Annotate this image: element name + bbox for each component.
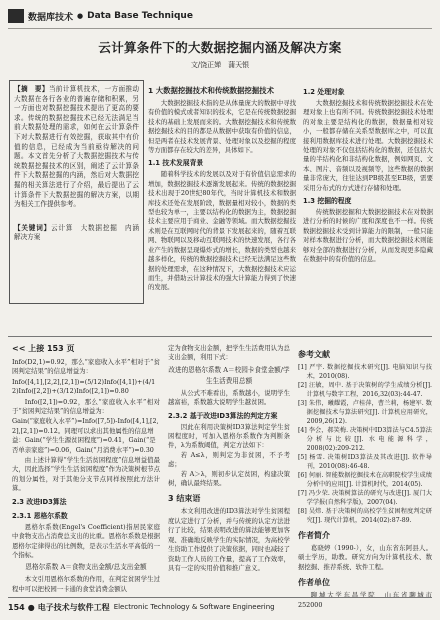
subsection-heading: 1.3 挖掘的程度 (303, 197, 352, 206)
paragraph: 由上述计算得“学生生活贫困程度”信息增益值最大，因此选择“学生生活贫困程度”作为决策树根节点的划分属性，对于其他分支节点同样按照此方法计算。 (12, 456, 160, 493)
paragraph: 本文引用恩格尔系数的作用，在判定贫困学生过程中可以把校园一卡通的食堂消费金额认 (12, 575, 160, 593)
reference-item: [6] 何丽. 智能数据挖掘技术在高职院校学生成绩分析中的应用[J]. 计算机时代，2014(05). (298, 472, 432, 488)
header-rule (8, 28, 432, 29)
paragraph: 大数据挖掘技术指的是从体量庞大的数据中寻找有价值的模式或者知识的技术，它是在传统数据挖掘技术的基础上发展而来的。大数据挖掘技术和传统数据挖掘技术的目的都是从数据中获取有价值的信息，但是两者在技术发展背景、处理对象以及挖掘的程度等方面都存在较大的差异，具体如下。 (148, 99, 296, 155)
bullet-icon: ● (77, 12, 84, 20)
abstract (14, 85, 139, 210)
running-header (8, 8, 193, 24)
keywords-text: 云计算 大数据挖掘 内涵 解决方案 (14, 223, 146, 242)
paragraph: 因此在利用决策树ID3算法判定学生贫困程度时，可加入恩格尔系数作为判断条件，λ为系数阈值，判定方法如下： (168, 422, 290, 450)
continued-marker: << 上接 153 页 (12, 344, 75, 353)
journal-name-english: Electronic Technology & Software Engineering (113, 603, 275, 611)
section-name-english: Data Base Technique (87, 11, 193, 21)
abstract-label: 【摘 要】 (14, 85, 49, 93)
paragraph: 从公式不难看出，系数越小，说明学生越富裕，系数越大说明学生越贫困。 (168, 388, 290, 407)
paragraph: 若 A≤λ，则判定为非贫困，不予考虑； (168, 450, 290, 469)
paragraph: 若 A＞λ，则初步认定贫困，构建决策树，确认最终结果。 (168, 469, 290, 488)
subsection-heading: 2.3.2 基于改进ID3算法的判定方案 (168, 411, 278, 420)
references-heading: 参考文献 (298, 350, 330, 359)
subsection-heading: 1.1 技术发展背景 (148, 159, 204, 168)
formula: 改进的恩格尔系数 A＝校园卡食堂金额/学生生活费用总额 (168, 365, 290, 385)
article-title: 云计算条件下的大数据挖掘内涵及解决方案 (98, 40, 342, 55)
author-unit-heading: 作者单位 (298, 578, 330, 588)
paragraph: Info(D2,1)=0.92，那么“家庭收入水平”相对于“贫困判定结果”的信息增益为： (12, 358, 160, 376)
section-name: 数据库技术 (28, 12, 74, 23)
paragraph: Info([2,1])=0.92，那么“家庭收入水平”相对于“贫困判定结果”的信息增益为： (12, 397, 160, 416)
journal-name: 电子技术与软件工程 (37, 602, 110, 612)
author-bio-heading: 作者简介 (298, 531, 330, 540)
byline: 文/饶正婵 蒲天银 (190, 61, 250, 69)
page-footer (8, 601, 275, 613)
abstract-text: 当前计算机技术，一方面推动大数据在各行各业的普遍存储和积累，另一方面也对数据挖掘技术提出了更高的要求。传统的数据挖掘技术已经无法满足当前大数据处理的需求，如何在云计算条件下对大数据进行有效挖掘，获取其中有价值的信息，已经成为当前亟待解决的问题。本文首先分析了大数据挖掘技术与传统数据挖掘技术的区别，阐述了云计算条件下大数据挖掘的内涵，然后对大数据挖掘的相关算法进行了介绍，最后提出了云计算条件下大数据挖掘的解决方案，以期为相关工作提供参考。 (14, 85, 140, 209)
section-marker-block (8, 9, 24, 23)
footer-rule (8, 597, 432, 598)
paragraph: 本文利用改进的ID3算法对学生贫困程度认定进行了分析，并与传统的认定方法进行了比较，结果表明改进的算法能够更加客观、准确地反映学生的实际情况，为高校学生资助工作提供了决策依据，同时也减轻了资助工作人员的工作量，提高了工作效率，具有一定的实用价值和推广意义。 (168, 507, 290, 572)
paragraph: 传统数据挖掘和大数据挖掘技术在对数据进行分析的时候的广度和深度也不一样。传统数据挖掘技术受到计算能力的限制，一般只能对样本数据进行分析，而大数据挖掘技术则能够对全部的数据进行分析，从而发现更多隐藏在数据中的有价值的信息。 (303, 208, 433, 264)
paragraph: 定为食物支出金额，把学生生活费用认为总支出金额，利用下式： (168, 344, 290, 362)
reference-item: [1] 严宇. 数据挖掘技术研究[J]. 电脑知识与技术，2010(08). (298, 364, 432, 380)
section-heading: 3 结束语 (168, 494, 201, 504)
reference-item: [8] 吴炜. 基于决策树的高校学生贫困程度判定研究[J]. 现代计算机，2014(02):87-89. (298, 508, 432, 524)
keywords-label: 【关键词】 (14, 223, 52, 232)
column-left-bottom (12, 358, 160, 592)
subsection-heading: 2.3.1 恩格尔系数 (12, 511, 68, 520)
column-middle-top (148, 84, 296, 330)
formula: 恩格尔系数 A＝食物支出金额/总支出金额 (25, 563, 147, 572)
author-unit: 聊城大学东昌学院 山东省聊城市 252000 (298, 591, 439, 609)
author-bio: 葛晓婷（1990-），女，山东省东阿县人。硕士学历，助教。研究方向为计算机技术、数据挖掘、推荐系统、软件工程。 (298, 544, 432, 571)
paragraph: 随着科学技术的发展以及对于有价值信息需求的增加，数据挖掘技术逐渐发展起来。传统的数据挖掘技术出现于20世纪80年代，当时计算机技术和数据库技术还处在发展阶段，数据量相对较小，数据的类型也较为单一，主要以结构化的数据为主，数据挖掘技术主要应用于商业、金融等领域。而大数据挖掘技术则是在互联网时代的背景下发展起来的，随着互联网、物联网以及移动互联网技术的快速发展，各行各业产生的数据呈现爆炸式的增长，数据的类型也越来越多样化，传统的数据挖掘技术已经无法满足这些数据的处理需求，在这种情况下，大数据挖掘技术应运而生，并借助云计算技术的强大计算能力得到了快速的发展。 (148, 170, 296, 292)
formula: Info([4,1],[2,2],[2,1])=(5/12)Info([4,1])+(4/12)Info([2,2])+(3/12)Info([2,1])=0.80 (12, 377, 156, 396)
reference-item: [4] 李会，郝笑梅. 决策树中ID3算法与C4.5算法分析与比较[J]. 水电能源科学，2008(02):209-212. (298, 427, 432, 452)
section-heading: 1 大数据挖掘技术和传统数据挖掘技术 (148, 86, 274, 95)
subsection-heading: 1.2 处理对象 (303, 88, 345, 96)
abstract-box (9, 80, 144, 304)
reference-item: [3] 朱伟，曦耀霞，卢桂萍，曹兰莉，杨建军. 数据挖掘技术与算法研究[J]. 计算机应用研究，2009,26(12). (298, 400, 432, 425)
paragraph: 大数据挖掘技术和传统数据挖掘技术在处理对象上也有所不同。传统数据挖掘技术处理的对象主要是结构化的数据，数据量相对较小，一般都存储在关系型数据库之中，可以直接利用数据库技术进行处理。大数据挖掘技术处理的对象不仅包括结构化的数据，还包括大量的半结构化和非结构化数据，例如网页、文本、图片、音频以及视频等，这些数据的数据量非常庞大，往往达到PB级甚至EB级，需要采用分布式的方式进行存储和处理。 (303, 99, 433, 192)
subsection-heading: 2.3 改进ID3算法 (12, 497, 67, 506)
reference-item: [2] 汪敏，周中. 基于决策树的学生成绩分析[J]. 计算机与数字工程，2016,32(03):44-47. (298, 382, 432, 398)
page-number: 154 (8, 602, 25, 612)
paragraph: 恩格尔系数(Engel's Coefficient)指居民家庭中食物支出占消费总支出的比重。恩格尔系数是根据恩格尔定律得出的比例数，是表示生活水平高低的一个指标。 (12, 522, 160, 559)
column-middle-bottom (168, 344, 290, 592)
formula: Gain(“家庭收入水平”)=Info([7,5])-Info([4,1],[2,2],[2,1])=0.12。同理可以求出其他属性的信息增益：Gain(“学生生源贫困程度”)=0.41，Gain(“是否单亲家庭”)=0.06，Gain(“月消费水平”)=0.30 (12, 417, 159, 454)
article-divider (8, 336, 432, 337)
column-right-bottom (298, 344, 439, 609)
column-right-top (303, 84, 433, 330)
bullet-icon: ● (27, 602, 35, 612)
reference-item: [5] 杨雪. 决策树ID3算法及其改进[J]. 软件导刊，2010(08):46-48. (298, 454, 432, 470)
reference-item: [7] 冯少荣. 决策树算法的研究与改进[J]. 厦门大学学报(自然科学版)，2007(04). (298, 490, 432, 506)
keywords (14, 223, 146, 243)
